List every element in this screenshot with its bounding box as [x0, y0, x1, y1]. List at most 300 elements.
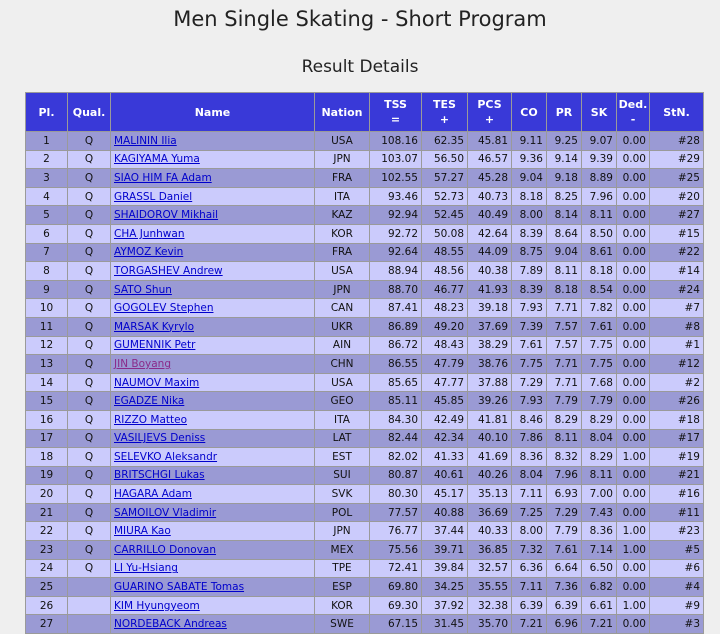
- cell-co: 6.36: [512, 559, 547, 578]
- skater-name-link[interactable]: SELEVKO Aleksandr: [114, 450, 218, 463]
- cell-tss: 69.30: [370, 596, 422, 615]
- cell-nation: SWE: [315, 615, 370, 634]
- cell-tes: 39.71: [422, 541, 468, 560]
- cell-tes: 37.92: [422, 596, 468, 615]
- skater-name-link[interactable]: EGADZE Nika: [114, 395, 185, 408]
- cell-pcs: 40.33: [468, 522, 512, 541]
- cell-start-number: #17: [650, 429, 704, 448]
- cell-tss: 69.80: [370, 578, 422, 597]
- cell-pr: 9.04: [547, 243, 582, 262]
- cell-tes: 41.33: [422, 448, 468, 467]
- cell-co: 8.39: [512, 224, 547, 243]
- cell-place: 7: [26, 243, 68, 262]
- cell-start-number: #2: [650, 373, 704, 392]
- cell-pcs: 45.28: [468, 169, 512, 188]
- skater-name-link[interactable]: HAGARA Adam: [114, 488, 192, 501]
- cell-tss: 88.70: [370, 280, 422, 299]
- column-header-operator: +: [439, 113, 450, 126]
- column-header-label: TES: [433, 98, 456, 111]
- table-row: [26, 169, 704, 188]
- cell-pcs: 41.93: [468, 280, 512, 299]
- cell-nation: KAZ: [315, 206, 370, 225]
- table-row: [26, 559, 704, 578]
- cell-pcs: 35.55: [468, 578, 512, 597]
- cell-pr: 6.93: [547, 485, 582, 504]
- cell-tes: 45.17: [422, 485, 468, 504]
- cell-sk: 8.29: [582, 448, 617, 467]
- table-row: [26, 317, 704, 336]
- skater-name-link[interactable]: KAGIYAMA Yuma: [114, 153, 200, 166]
- cell-place: 27: [26, 615, 68, 634]
- cell-tes: 50.08: [422, 224, 468, 243]
- cell-nation: POL: [315, 503, 370, 522]
- cell-start-number: #14: [650, 262, 704, 281]
- cell-qualified: Q: [68, 522, 111, 541]
- cell-nation: SUI: [315, 466, 370, 485]
- column-header-label: PR: [555, 105, 573, 119]
- cell-name: [111, 262, 315, 281]
- cell-tes: 52.73: [422, 187, 468, 206]
- cell-tss: 103.07: [370, 150, 422, 169]
- cell-tes: 57.27: [422, 169, 468, 188]
- cell-start-number: #26: [650, 392, 704, 411]
- cell-pr: 7.57: [547, 317, 582, 336]
- cell-name: [111, 541, 315, 560]
- cell-pr: 9.25: [547, 132, 582, 151]
- cell-place: 19: [26, 466, 68, 485]
- cell-qualified: Q: [68, 169, 111, 188]
- cell-nation: MEX: [315, 541, 370, 560]
- cell-name: [111, 187, 315, 206]
- column-header-tes: [422, 93, 468, 132]
- cell-pcs: 40.10: [468, 429, 512, 448]
- cell-deductions: 0.00: [617, 169, 650, 188]
- cell-co: 8.18: [512, 187, 547, 206]
- cell-tss: 84.30: [370, 410, 422, 429]
- cell-start-number: #15: [650, 224, 704, 243]
- cell-tss: 75.56: [370, 541, 422, 560]
- column-header-deductions: [617, 93, 650, 132]
- skater-name-link[interactable]: CHA Junhwan: [114, 227, 185, 240]
- cell-pcs: 40.49: [468, 206, 512, 225]
- table-row: [26, 429, 704, 448]
- cell-nation: ITA: [315, 410, 370, 429]
- page-subtitle: Result Details: [301, 57, 419, 77]
- cell-co: 9.04: [512, 169, 547, 188]
- cell-deductions: 0.00: [617, 503, 650, 522]
- cell-place: 21: [26, 503, 68, 522]
- cell-sk: 9.07: [582, 132, 617, 151]
- column-header-label: Pl.: [38, 105, 55, 119]
- cell-tss: 108.16: [370, 132, 422, 151]
- column-header-tss: [370, 93, 422, 132]
- cell-tss: 86.55: [370, 355, 422, 374]
- cell-pcs: 32.57: [468, 559, 512, 578]
- table-row: [26, 373, 704, 392]
- table-row: [26, 485, 704, 504]
- cell-pr: 8.11: [547, 429, 582, 448]
- cell-name: [111, 466, 315, 485]
- table-row: [26, 448, 704, 467]
- cell-tes: 47.77: [422, 373, 468, 392]
- cell-co: 6.39: [512, 596, 547, 615]
- table-body: [26, 132, 704, 634]
- cell-pcs: 36.85: [468, 541, 512, 560]
- cell-place: 5: [26, 206, 68, 225]
- cell-start-number: #21: [650, 466, 704, 485]
- cell-qualified: Q: [68, 280, 111, 299]
- cell-tss: 80.87: [370, 466, 422, 485]
- cell-place: 12: [26, 336, 68, 355]
- cell-nation: ESP: [315, 578, 370, 597]
- table-row: [26, 466, 704, 485]
- cell-start-number: #20: [650, 187, 704, 206]
- skater-name-link[interactable]: GUMENNIK Petr: [114, 339, 196, 352]
- cell-co: 8.75: [512, 243, 547, 262]
- table-row: [26, 410, 704, 429]
- cell-co: 7.61: [512, 336, 547, 355]
- cell-co: 7.93: [512, 299, 547, 318]
- cell-qualified: Q: [68, 466, 111, 485]
- cell-co: 8.39: [512, 280, 547, 299]
- cell-place: 10: [26, 299, 68, 318]
- table-row: [26, 578, 704, 597]
- column-header-label: SK: [590, 105, 608, 119]
- cell-place: 8: [26, 262, 68, 281]
- cell-sk: 7.43: [582, 503, 617, 522]
- cell-start-number: #16: [650, 485, 704, 504]
- cell-qualified: [68, 596, 111, 615]
- skater-name-link[interactable]: JIN Boyang: [114, 357, 171, 370]
- cell-co: 7.93: [512, 392, 547, 411]
- cell-tss: 93.46: [370, 187, 422, 206]
- cell-tes: 39.84: [422, 559, 468, 578]
- cell-tss: 87.41: [370, 299, 422, 318]
- cell-tss: 72.41: [370, 559, 422, 578]
- cell-pr: 6.39: [547, 596, 582, 615]
- skater-name-link[interactable]: MIURA Kao: [114, 525, 171, 538]
- cell-start-number: #12: [650, 355, 704, 374]
- cell-nation: JPN: [315, 522, 370, 541]
- cell-start-number: #7: [650, 299, 704, 318]
- cell-tes: 42.49: [422, 410, 468, 429]
- cell-name: [111, 373, 315, 392]
- skater-name-link[interactable]: VASILJEVS Deniss: [114, 432, 206, 445]
- cell-name: [111, 578, 315, 597]
- table-row: [26, 503, 704, 522]
- skater-name-link[interactable]: SIAO HIM FA Adam: [114, 171, 212, 184]
- cell-deductions: 0.00: [617, 187, 650, 206]
- cell-nation: UKR: [315, 317, 370, 336]
- cell-nation: TPE: [315, 559, 370, 578]
- cell-qualified: Q: [68, 224, 111, 243]
- skater-name-link[interactable]: GOGOLEV Stephen: [114, 302, 214, 315]
- table-row: [26, 280, 704, 299]
- skater-name-link[interactable]: RIZZO Matteo: [114, 413, 187, 426]
- cell-tss: 82.02: [370, 448, 422, 467]
- cell-tes: 34.25: [422, 578, 468, 597]
- cell-start-number: #27: [650, 206, 704, 225]
- cell-qualified: Q: [68, 262, 111, 281]
- column-header-operator: =: [390, 113, 401, 126]
- cell-name: [111, 485, 315, 504]
- cell-qualified: Q: [68, 410, 111, 429]
- cell-sk: 8.61: [582, 243, 617, 262]
- cell-co: 7.89: [512, 262, 547, 281]
- cell-pcs: 40.26: [468, 466, 512, 485]
- cell-place: 1: [26, 132, 68, 151]
- skater-name-link[interactable]: NAUMOV Maxim: [114, 376, 200, 389]
- skater-name-link[interactable]: KIM Hyungyeom: [114, 599, 200, 612]
- cell-deductions: 0.00: [617, 429, 650, 448]
- table-row: [26, 187, 704, 206]
- column-header-label: CO: [520, 105, 538, 119]
- cell-deductions: 0.00: [617, 410, 650, 429]
- cell-pcs: 40.38: [468, 262, 512, 281]
- skater-name-link[interactable]: LI Yu-Hsiang: [114, 562, 178, 575]
- cell-tss: 102.55: [370, 169, 422, 188]
- cell-tes: 47.79: [422, 355, 468, 374]
- cell-qualified: Q: [68, 429, 111, 448]
- cell-start-number: #24: [650, 280, 704, 299]
- column-header-qualified: [68, 93, 111, 132]
- cell-tss: 92.94: [370, 206, 422, 225]
- cell-place: 2: [26, 150, 68, 169]
- cell-tes: 40.61: [422, 466, 468, 485]
- cell-start-number: #19: [650, 448, 704, 467]
- column-header-co: [512, 93, 547, 132]
- cell-nation: FRA: [315, 243, 370, 262]
- cell-qualified: Q: [68, 355, 111, 374]
- table-row: [26, 262, 704, 281]
- skater-name-link[interactable]: BRITSCHGI Lukas: [114, 469, 205, 482]
- cell-co: 7.39: [512, 317, 547, 336]
- table-row: [26, 132, 704, 151]
- cell-place: 4: [26, 187, 68, 206]
- cell-nation: FRA: [315, 169, 370, 188]
- cell-tes: 48.43: [422, 336, 468, 355]
- cell-sk: 7.75: [582, 355, 617, 374]
- skater-name-link[interactable]: TORGASHEV Andrew: [114, 264, 223, 277]
- cell-pcs: 40.73: [468, 187, 512, 206]
- table-row: [26, 243, 704, 262]
- cell-deductions: 0.00: [617, 317, 650, 336]
- table-row: [26, 615, 704, 634]
- cell-tss: 77.57: [370, 503, 422, 522]
- cell-co: 8.46: [512, 410, 547, 429]
- cell-start-number: #18: [650, 410, 704, 429]
- cell-qualified: [68, 615, 111, 634]
- cell-qualified: Q: [68, 503, 111, 522]
- cell-tss: 80.30: [370, 485, 422, 504]
- cell-tes: 42.34: [422, 429, 468, 448]
- cell-deductions: 0.00: [617, 392, 650, 411]
- cell-tes: 46.77: [422, 280, 468, 299]
- cell-sk: 8.11: [582, 206, 617, 225]
- results-table-container: [25, 92, 703, 634]
- cell-tes: 49.20: [422, 317, 468, 336]
- cell-pr: 7.96: [547, 466, 582, 485]
- cell-place: 16: [26, 410, 68, 429]
- cell-name: [111, 224, 315, 243]
- cell-pr: 7.71: [547, 355, 582, 374]
- cell-pr: 9.18: [547, 169, 582, 188]
- cell-qualified: Q: [68, 243, 111, 262]
- cell-pcs: 39.26: [468, 392, 512, 411]
- cell-start-number: #8: [650, 317, 704, 336]
- cell-pcs: 41.81: [468, 410, 512, 429]
- cell-tes: 45.85: [422, 392, 468, 411]
- cell-place: 26: [26, 596, 68, 615]
- cell-tes: 48.55: [422, 243, 468, 262]
- skater-name-link[interactable]: MALININ Ilia: [114, 134, 177, 147]
- cell-sk: 9.39: [582, 150, 617, 169]
- cell-name: [111, 392, 315, 411]
- cell-qualified: Q: [68, 336, 111, 355]
- cell-name: [111, 299, 315, 318]
- table-row: [26, 392, 704, 411]
- cell-name: [111, 150, 315, 169]
- cell-pcs: 39.18: [468, 299, 512, 318]
- cell-qualified: Q: [68, 187, 111, 206]
- cell-qualified: Q: [68, 559, 111, 578]
- cell-co: 7.11: [512, 578, 547, 597]
- cell-start-number: #5: [650, 541, 704, 560]
- cell-sk: 6.50: [582, 559, 617, 578]
- cell-name: [111, 169, 315, 188]
- cell-co: 8.04: [512, 466, 547, 485]
- column-header-place: [26, 93, 68, 132]
- cell-deductions: 0.00: [617, 578, 650, 597]
- cell-co: 9.11: [512, 132, 547, 151]
- cell-start-number: #3: [650, 615, 704, 634]
- cell-place: 23: [26, 541, 68, 560]
- column-header-label: PCS: [477, 98, 502, 111]
- skater-name-link[interactable]: AYMOZ Kevin: [114, 246, 184, 259]
- cell-pcs: 35.13: [468, 485, 512, 504]
- cell-pcs: 45.81: [468, 132, 512, 151]
- cell-deductions: 1.00: [617, 596, 650, 615]
- cell-deductions: 0.00: [617, 243, 650, 262]
- cell-name: [111, 336, 315, 355]
- cell-sk: 8.50: [582, 224, 617, 243]
- skater-name-link[interactable]: SHAIDOROV Mikhail: [114, 209, 219, 222]
- cell-deductions: 1.00: [617, 541, 650, 560]
- cell-sk: 7.96: [582, 187, 617, 206]
- cell-qualified: Q: [68, 132, 111, 151]
- cell-pr: 7.29: [547, 503, 582, 522]
- cell-qualified: [68, 578, 111, 597]
- skater-name-link[interactable]: MARSAK Kyrylo: [114, 320, 195, 333]
- cell-co: 7.32: [512, 541, 547, 560]
- cell-place: 3: [26, 169, 68, 188]
- cell-name: [111, 132, 315, 151]
- cell-tss: 85.11: [370, 392, 422, 411]
- cell-nation: AIN: [315, 336, 370, 355]
- table-row: [26, 224, 704, 243]
- skater-name-link[interactable]: CARRILLO Donovan: [114, 543, 217, 556]
- cell-nation: CHN: [315, 355, 370, 374]
- cell-place: 13: [26, 355, 68, 374]
- table-row: [26, 299, 704, 318]
- cell-sk: 8.54: [582, 280, 617, 299]
- cell-name: [111, 522, 315, 541]
- cell-deductions: 0.00: [617, 466, 650, 485]
- cell-sk: 8.36: [582, 522, 617, 541]
- cell-start-number: #22: [650, 243, 704, 262]
- column-header-label: Name: [194, 105, 231, 119]
- table-row: [26, 206, 704, 225]
- cell-pr: 8.18: [547, 280, 582, 299]
- cell-nation: KOR: [315, 596, 370, 615]
- cell-tss: 85.65: [370, 373, 422, 392]
- cell-nation: ITA: [315, 187, 370, 206]
- cell-pr: 7.71: [547, 299, 582, 318]
- page-title: Men Single Skating - Short Program: [173, 7, 547, 31]
- cell-deductions: 0.00: [617, 224, 650, 243]
- cell-co: 7.29: [512, 373, 547, 392]
- cell-place: 9: [26, 280, 68, 299]
- cell-qualified: Q: [68, 299, 111, 318]
- column-header-name: [111, 93, 315, 132]
- cell-name: [111, 615, 315, 634]
- cell-start-number: #29: [650, 150, 704, 169]
- cell-nation: JPN: [315, 150, 370, 169]
- cell-pr: 7.36: [547, 578, 582, 597]
- cell-tss: 67.15: [370, 615, 422, 634]
- cell-start-number: #4: [650, 578, 704, 597]
- cell-pcs: 32.38: [468, 596, 512, 615]
- cell-tss: 82.44: [370, 429, 422, 448]
- cell-tes: 37.44: [422, 522, 468, 541]
- cell-sk: 8.18: [582, 262, 617, 281]
- cell-deductions: 0.00: [617, 299, 650, 318]
- cell-deductions: 0.00: [617, 280, 650, 299]
- cell-pr: 6.96: [547, 615, 582, 634]
- cell-deductions: 0.00: [617, 336, 650, 355]
- cell-pcs: 35.70: [468, 615, 512, 634]
- skater-name-link[interactable]: GUARINO SABATE Tomas: [114, 581, 245, 594]
- column-header-label: Ded.: [618, 98, 648, 111]
- cell-tss: 92.72: [370, 224, 422, 243]
- cell-co: 8.36: [512, 448, 547, 467]
- cell-name: [111, 317, 315, 336]
- skater-name-link[interactable]: SAMOILOV Vladimir: [114, 506, 217, 519]
- cell-deductions: 1.00: [617, 448, 650, 467]
- cell-qualified: Q: [68, 392, 111, 411]
- cell-co: 7.75: [512, 355, 547, 374]
- skater-name-link[interactable]: GRASSL Daniel: [114, 190, 193, 203]
- column-header-label: TSS: [384, 98, 407, 111]
- cell-sk: 7.14: [582, 541, 617, 560]
- cell-co: 7.25: [512, 503, 547, 522]
- skater-name-link[interactable]: NORDEBACK Andreas: [114, 618, 227, 631]
- cell-start-number: #25: [650, 169, 704, 188]
- cell-deductions: 1.00: [617, 522, 650, 541]
- cell-pcs: 42.64: [468, 224, 512, 243]
- cell-qualified: Q: [68, 206, 111, 225]
- results-table: [25, 92, 704, 634]
- cell-pcs: 37.69: [468, 317, 512, 336]
- cell-qualified: Q: [68, 150, 111, 169]
- column-header-label: Qual.: [72, 105, 106, 119]
- table-row: [26, 596, 704, 615]
- cell-pr: 8.25: [547, 187, 582, 206]
- cell-sk: 7.61: [582, 317, 617, 336]
- cell-qualified: Q: [68, 541, 111, 560]
- cell-pr: 6.64: [547, 559, 582, 578]
- skater-name-link[interactable]: SATO Shun: [114, 283, 172, 296]
